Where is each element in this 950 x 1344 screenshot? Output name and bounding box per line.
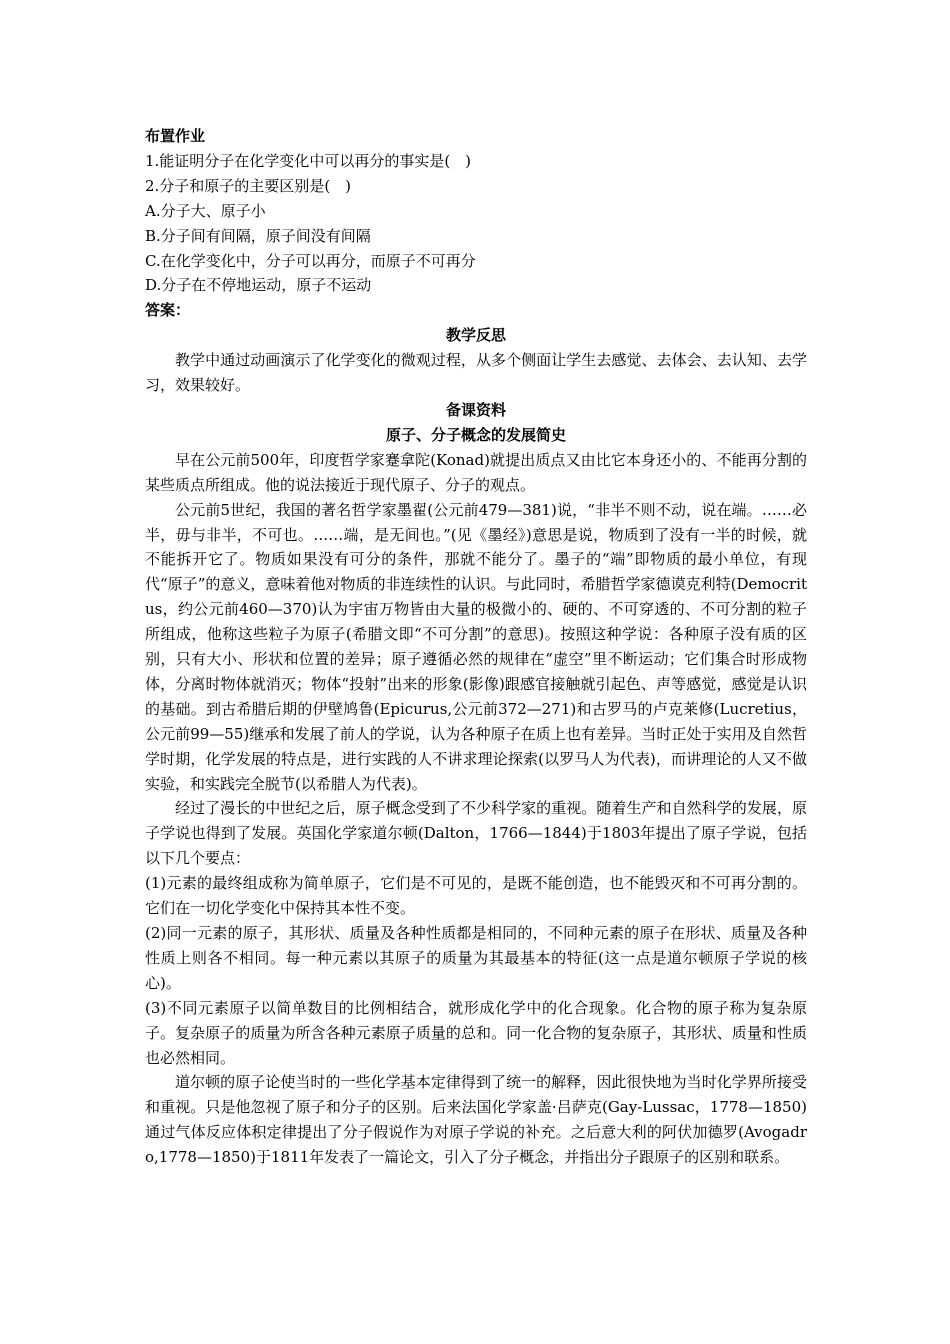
paragraph-4: 道尔顿的原子论使当时的一些化学基本定律得到了统一的解释，因此很快地为当时化学界所接受和重视。只是他忽视了原子和分子的区别。后来法国化学家盖·吕萨克(Gay-Lussac，1778—1850)通过气体反应体积定律提出了分子假说作为对原子学说的补充。之后意大利的阿伏加德罗(Avogadro,1778—1850)于1811年发表了一篇论文，引入了分子概念，并指出分子跟原子的区别和联系。 xyxy=(145,1073,807,1167)
option-b: B.分子间有间隔，原子间没有间隔 xyxy=(145,226,371,245)
point-1: (1)元素的最终组成称为简单原子，它们是不可见的，是既不能创造，也不能毁灭和不可再分割的。它们在一切化学变化中保持其本性不变。 xyxy=(145,874,807,918)
point-2: (2)同一元素的原子，其形状、质量及各种性质都是相同的，不同种元素的原子在形状、质量及各种性质上则各不相同。每一种元素以其原子的质量为其最基本的特征(这一点是道尔顿原子学说的核心)。 xyxy=(145,924,807,992)
option-c: C.在化学变化中，分子可以再分，而原子不可再分 xyxy=(145,251,476,270)
paragraph-1: 早在公元前500年，印度哲学家蹇拿陀(Konad)就提出质点又由比它本身还小的、不能再分割的某些质点所组成。他的说法接近于现代原子、分子的观点。 xyxy=(145,450,807,494)
reflection-title: 教学反思 xyxy=(445,326,506,345)
paragraph-3: 经过了漫长的中世纪之后，原子概念受到了不少科学家的重视。随着生产和自然科学的发展，原子学说也得到了发展。英国化学家道尔顿(Dalton，1766—1844)于1803年提出了原子学说，包括以下几个要点： xyxy=(145,799,807,868)
materials-title: 备课资料 xyxy=(445,400,506,419)
materials-subtitle: 原子、分子概念的发展简史 xyxy=(385,425,566,444)
question-2: 2.分子和原子的主要区别是( ) xyxy=(145,176,352,195)
answer-label: 答案： xyxy=(145,301,191,320)
paragraph-2: 公元前5世纪，我国的著名哲学家墨翟(公元前479—381)说，“非半不则不动，说在端。……必半，毋与非半，不可也。……端，是无间也。”(见《墨经》)意思是说，物质到了没有一半的时候，就不能拆开它了。物质如果没有可分的条件，那就不能分了。墨子的“端”即物质的最小单位，有现代“原子”的意义，意味着他对物质的非连续性的认识。与此同时，希腊哲学家德谟克利特(Democritus，约公元前460—370)认为宇宙万物皆由大量的极微小的、硬的、不可穿透的、不可分割的粒子所组成，他称这些粒子为原子(希腊文即“不可分割”的意思)。按照这种学说：各种原子没有质的区别，只有大小、形状和位置的差异；原子遵循必然的规律在“虚空”里不断运动；它们集合时形成物体，分离时物体就消灭；物体“投射”出来的形象(影像)跟感官接触就引起色、声等感觉，感觉是认识的基础。到古希腊后期的伊壁鸠鲁(Epicurus,公元前372—271)和古罗马的卢克莱修(Lucretius，公元前99—55)继承和发展了前人的学说，认为各种原子在质上也有差异。当时正处于实用及自然哲学时期，化学发展的特点是，进行实践的人不讲求理论探索(以罗马人为代表)，而讲理论的人又不做实验，和实践完全脱节(以希腊人为代表)。 xyxy=(145,500,807,793)
option-a: A.分子大、原子小 xyxy=(145,201,266,220)
point-3: (3)不同元素原子以简单数目的比例相结合，就形成化学中的化合现象。化合物的原子称为复杂原子。复杂原子的质量为所含各种元素原子质量的总和。同一化合物的复杂原子，其形状、质量和性质也必然相同。 xyxy=(145,998,807,1067)
document-page xyxy=(145,124,807,1170)
homework-title: 布置作业 xyxy=(145,127,206,145)
option-d: D.分子在不停地运动，原子不运动 xyxy=(145,276,372,295)
reflection-text: 教学中通过动画演示了化学变化的微观过程，从多个侧面让学生去感觉、去体会、去认知、去学习，效果较好。 xyxy=(145,351,807,395)
question-1: 1.能证明分子在化学变化中可以再分的事实是( ) xyxy=(145,151,472,170)
